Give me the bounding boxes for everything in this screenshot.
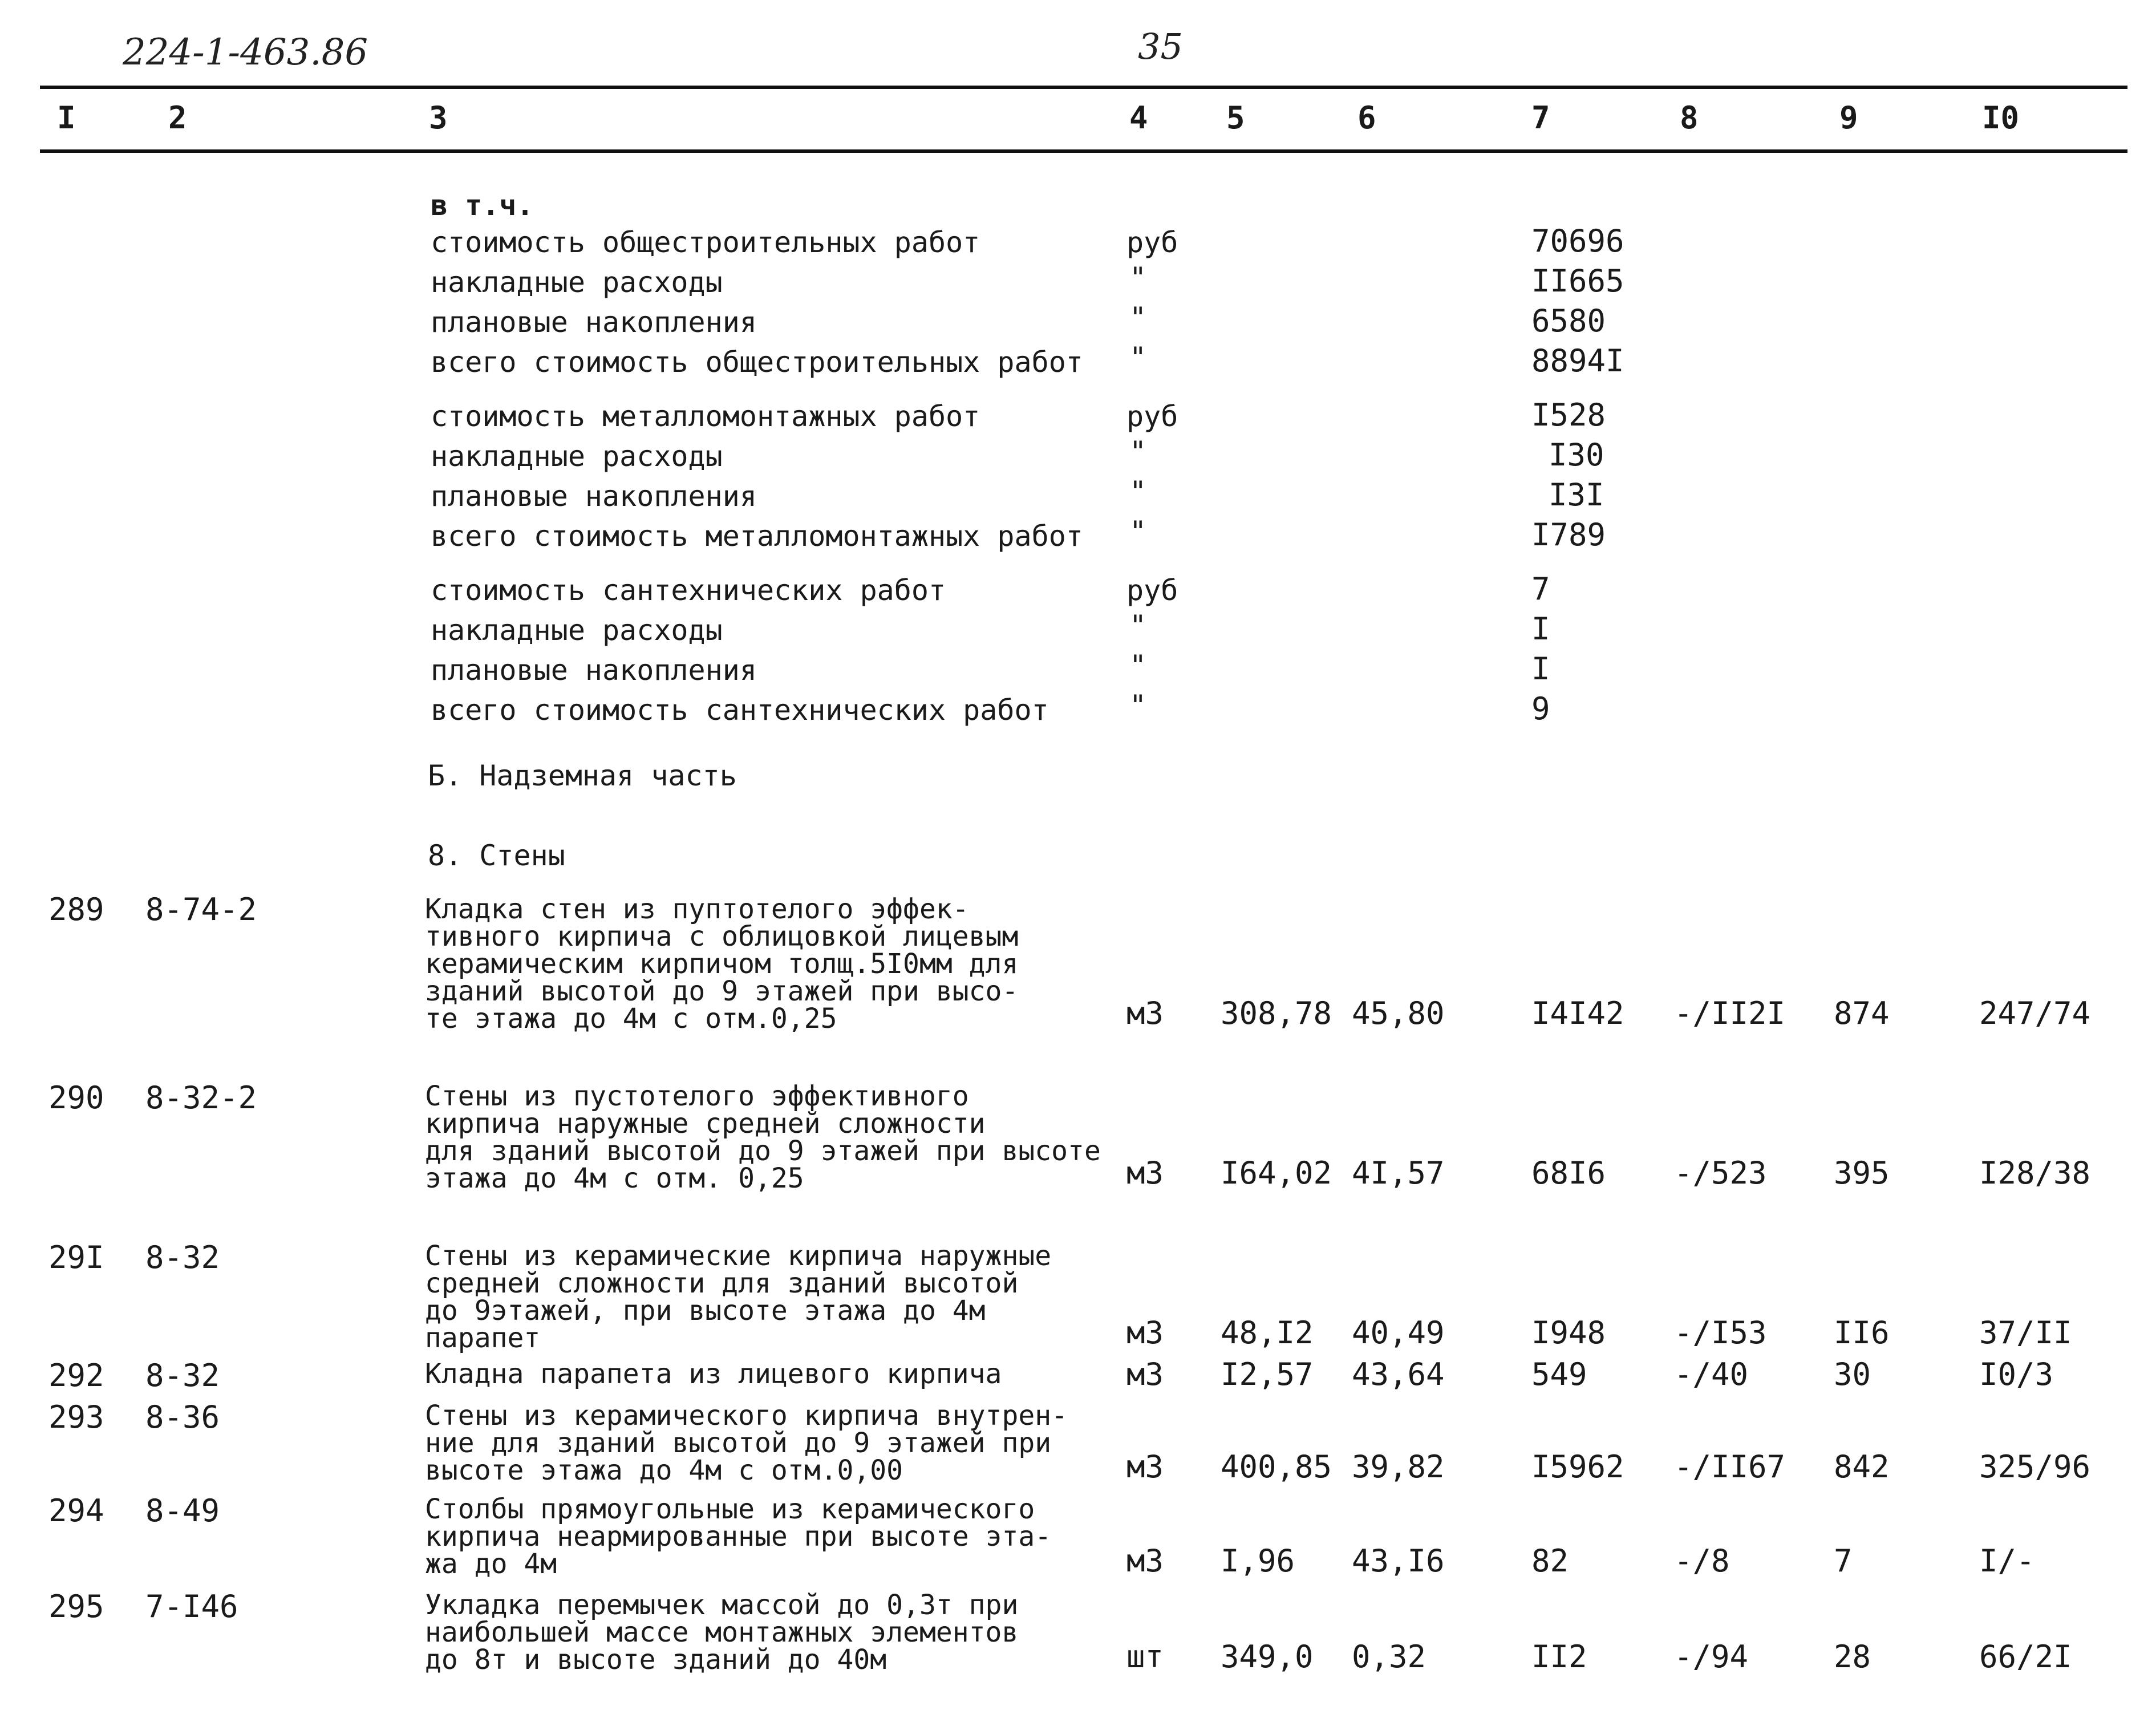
row-description: Кладка стен из пуптотелого эффек- тивного кирпича с облицовкой лицевым керамическим кирпичом толщ.5I0мм для зданий высотой до 9 этажей при высо- те этажа до 4м с отм.0,25 [425, 893, 1019, 1035]
column-header-1: I [57, 100, 76, 136]
row-col-8: -/40 [1674, 1356, 1749, 1392]
row-col-10: I28/38 [1979, 1155, 2091, 1191]
row-description: Кладна парапета из лицевого кирпича [425, 1358, 1002, 1390]
row-unit: м3 [1126, 1155, 1164, 1191]
row-number: 29I [48, 1239, 104, 1275]
row-unit: шт [1126, 1639, 1164, 1675]
summary-label: накладные расходы [431, 614, 723, 647]
summary-unit: " [1129, 341, 1147, 374]
summary-label: стоимость металломонтажных работ [431, 400, 980, 433]
row-unit: м3 [1126, 1449, 1164, 1485]
row-unit-price: 43,64 [1352, 1356, 1445, 1392]
summary-unit: " [1129, 301, 1147, 334]
column-header-8: 8 [1680, 100, 1699, 136]
row-unit-price: 45,80 [1352, 995, 1445, 1031]
row-col-9: 842 [1834, 1449, 1890, 1485]
summary-value: I528 [1531, 397, 1606, 433]
column-header-9: 9 [1839, 100, 1858, 136]
row-total: I948 [1531, 1315, 1606, 1351]
row-col-10: 66/2I [1979, 1639, 2072, 1675]
header-bottom-rule [40, 149, 2127, 153]
row-unit: м3 [1126, 1356, 1164, 1392]
row-col-9: 28 [1834, 1639, 1871, 1675]
row-quantity: 400,85 [1221, 1449, 1332, 1485]
summary-value: I789 [1531, 517, 1606, 553]
summary-label: всего стоимость общестроительных работ [431, 346, 1083, 379]
summary-label: плановые накопления [431, 654, 757, 687]
row-number: 294 [48, 1493, 104, 1529]
row-quantity: 308,78 [1221, 995, 1332, 1031]
summary-label: накладные расходы [431, 266, 723, 299]
row-unit: м3 [1126, 1315, 1164, 1351]
column-header-6: 6 [1357, 100, 1376, 136]
row-col-8: -/94 [1674, 1639, 1749, 1675]
row-description: Стены из керамического кирпича внутрен- ние для зданий высотой до 9 этажей при высоте этажа до 4м с отм.0,00 [425, 1400, 1068, 1486]
summary-unit: " [1129, 435, 1147, 468]
row-unit: м3 [1126, 995, 1164, 1031]
document-code: 224-1-463.86 [123, 31, 368, 74]
summary-value: 8894I [1531, 343, 1624, 379]
row-quantity: I2,57 [1221, 1356, 1314, 1392]
row-quantity: I,96 [1221, 1543, 1295, 1579]
summary-unit: руб [1126, 574, 1178, 607]
summary-value: I30 [1549, 437, 1604, 473]
row-unit-price: 4I,57 [1352, 1155, 1445, 1191]
row-col-8: -/523 [1674, 1155, 1767, 1191]
row-code: 8-32-2 [145, 1080, 257, 1116]
summary-unit: " [1129, 609, 1147, 642]
row-col-8: -/II67 [1674, 1449, 1786, 1485]
row-unit: м3 [1126, 1543, 1164, 1579]
row-quantity: 349,0 [1221, 1639, 1314, 1675]
row-col-10: 247/74 [1979, 995, 2091, 1031]
row-total: II2 [1531, 1639, 1587, 1675]
column-header-3: 3 [429, 100, 448, 136]
row-col-8: -/8 [1674, 1543, 1730, 1579]
row-col-9: 30 [1834, 1356, 1871, 1392]
row-number: 295 [48, 1589, 104, 1624]
row-col-10: 325/96 [1979, 1449, 2091, 1485]
row-code: 8-74-2 [145, 892, 257, 927]
row-code: 8-49 [145, 1493, 220, 1529]
summary-unit: " [1129, 261, 1147, 294]
row-number: 290 [48, 1080, 104, 1116]
row-unit-price: 43,I6 [1352, 1543, 1445, 1579]
summary-label: плановые накопления [431, 480, 757, 513]
section-heading-walls: 8. Стены [428, 839, 565, 872]
row-number: 289 [48, 892, 104, 927]
summary-value: 6580 [1531, 303, 1606, 339]
summary-unit: " [1129, 515, 1147, 548]
summary-unit: " [1129, 649, 1147, 682]
summary-label: плановые накопления [431, 306, 757, 339]
row-description: Стены из пустотелого эффективного кирпича наружные средней сложности для зданий высотой до 9 этажей при высоте этажа до 4м с отм. 0,25 [425, 1080, 1101, 1194]
row-unit-price: 39,82 [1352, 1449, 1445, 1485]
column-header-7: 7 [1531, 100, 1550, 136]
summary-unit: руб [1126, 226, 1178, 259]
summary-value: 70696 [1531, 223, 1624, 259]
summary-unit: руб [1126, 400, 1178, 433]
row-col-10: I/- [1979, 1543, 2035, 1579]
summary-label: всего стоимость сантехнических работ [431, 694, 1049, 727]
row-description: Столбы прямоугольные из керамического кирпича неармированные при высоте эта- жа до 4м [425, 1493, 1052, 1580]
row-code: 8-32 [145, 1239, 220, 1275]
row-col-10: I0/3 [1979, 1356, 2054, 1392]
column-header-2: 2 [168, 100, 187, 136]
summary-value: I [1531, 611, 1550, 647]
summary-value: I [1531, 651, 1550, 687]
row-unit-price: 40,49 [1352, 1315, 1445, 1351]
column-header-10: I0 [1982, 100, 2020, 136]
row-unit-price: 0,32 [1352, 1639, 1426, 1675]
row-col-9: 7 [1834, 1543, 1853, 1579]
row-description: Стены из керамические кирпича наружные средней сложности для зданий высотой до 9этажей, при высоте этажа до 4м парапет [425, 1240, 1052, 1354]
summary-unit: " [1129, 689, 1147, 722]
row-number: 293 [48, 1399, 104, 1435]
section-heading-b: Б. Надземная часть [428, 759, 737, 792]
row-col-8: -/I53 [1674, 1315, 1767, 1351]
row-number: 292 [48, 1358, 104, 1393]
summary-value: II665 [1531, 263, 1624, 299]
row-col-8: -/II2I [1674, 995, 1786, 1031]
summary-label: накладные расходы [431, 440, 723, 473]
row-total: 68I6 [1531, 1155, 1606, 1191]
row-quantity: 48,I2 [1221, 1315, 1314, 1351]
summary-value: I3I [1549, 477, 1604, 513]
row-code: 8-32 [145, 1358, 220, 1393]
header-top-rule [40, 86, 2127, 89]
row-code: 7-I46 [145, 1589, 238, 1624]
summary-label: стоимость сантехнических работ [431, 574, 946, 607]
row-col-10: 37/II [1979, 1315, 2072, 1351]
summary-label: стоимость общестроительных работ [431, 226, 980, 259]
summary-intro: в т.ч. [431, 189, 534, 222]
summary-unit: " [1129, 475, 1147, 508]
row-total: I5962 [1531, 1449, 1624, 1485]
row-total: 549 [1531, 1356, 1587, 1392]
row-code: 8-36 [145, 1399, 220, 1435]
row-total: 82 [1531, 1543, 1569, 1579]
page-number: 35 [1138, 26, 1183, 67]
summary-label: всего стоимость металломонтажных работ [431, 520, 1083, 553]
row-col-9: 874 [1834, 995, 1890, 1031]
row-col-9: 395 [1834, 1155, 1890, 1191]
column-header-5: 5 [1226, 100, 1245, 136]
summary-value: 7 [1531, 571, 1550, 607]
row-description: Укладка перемычек массой до 0,3т при наибольшей массе монтажных элементов до 8т и высоте зданий до 40м [425, 1589, 1019, 1676]
row-col-9: II6 [1834, 1315, 1890, 1351]
row-quantity: I64,02 [1221, 1155, 1332, 1191]
summary-value: 9 [1531, 691, 1550, 727]
column-header-4: 4 [1129, 100, 1148, 136]
row-total: I4I42 [1531, 995, 1624, 1031]
